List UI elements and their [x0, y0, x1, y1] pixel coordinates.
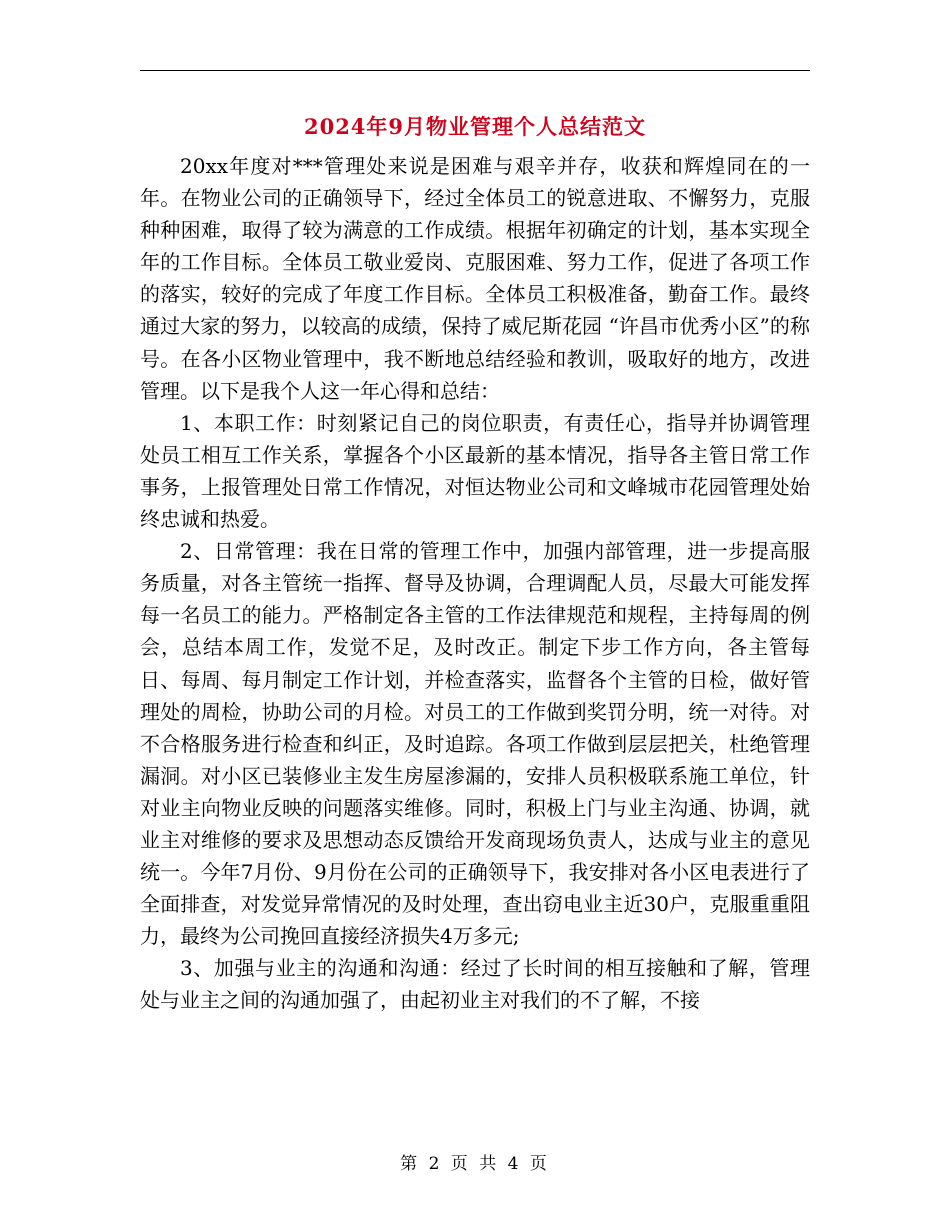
paragraph-intro: 20xx年度对***管理处来说是困难与艰辛并存，收获和辉煌同在的一年。在物业公司的正确领导下，经过全体员工的锐意进取、不懈努力，克服种种困难，取得了较为满意的工作成绩。根据年初确定的计划，基本实现全年的工作目标。全体员工敬业爱岗、克服困难、努力工作，促进了各项工作的落实，较好的完成了年度工作目标。全体员工积极准备，勤奋工作。最终通过大家的努力，以较高的成绩，保持了威尼斯花园 “许昌市优秀小区”的称号。在各小区物业管理中，我不断地总结经验和教训，吸取好的地方，改进管理。以下是我个人这一年心得和总结：	[140, 154, 810, 403]
document-title: 2024年9月物业管理个人总结范文	[303, 114, 647, 139]
document-body	[140, 150, 810, 1017]
paragraph-communication: 3、加强与业主的沟通和沟通：经过了长时间的相互接触和了解，管理处与业主之间的沟通加强了，由起初业主对我们的不了解，不接	[140, 956, 810, 1013]
paragraph-daily-management: 2、日常管理：我在日常的管理工作中，加强内部管理，进一步提高服务质量，对各主管统一指挥、督导及协调，合理调配人员，尽最大可能发挥每一名员工的能力。严格制定各主管的工作法律规范和规程，主持每周的例会，总结本周工作，发觉不足，及时改正。制定下步工作方向，各主管每日、每周、每月制定工作计划，并检查落实，监督各个主管的日检，做好管理处的周检，协助公司的月检。对员工的工作做到奖罚分明，统一对待。对不合格服务进行检查和纠正，及时追踪。各项工作做到层层把关，杜绝管理漏洞。对小区已装修业主发生房屋渗漏的，安排人员积极联系施工单位，针对业主向物业反映的问题落实维修。同时，积极上门与业主沟通、协调，就业主对维修的要求及思想动态反馈给开发商现场负责人，达成与业主的意见统一。今年7月份、9月份在公司的正确领导下，我安排对各小区电表进行了全面排查，对发觉异常情况的及时处理，查出窃电业主近30户，克服重重阻力，最终为公司挽回直接经济损失4万多元;	[140, 539, 810, 949]
paragraph-duties: 1、本职工作：时刻紧记自己的岗位职责，有责任心，指导并协调管理处员工相互工作关系，掌握各个小区最新的基本情况，指导各主管日常工作事务，上报管理处日常工作情况，对恒达物业公司和文峰城市花园管理处始终忠诚和热爱。	[140, 410, 810, 532]
page-footer: 第 2 页 共 4 页	[400, 1154, 550, 1174]
header-rule	[140, 70, 810, 71]
